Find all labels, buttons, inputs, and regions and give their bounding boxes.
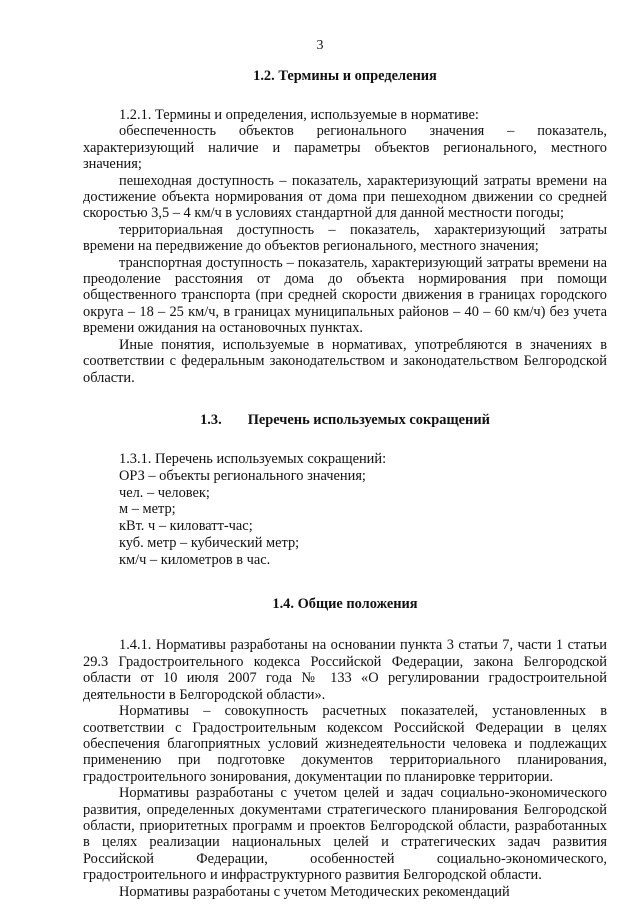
page-content: [83, 66, 607, 900]
list-item: 1.3.1. Перечень используемых сокращений:: [119, 450, 387, 467]
section-1-2-heading: 1.2. Термины и определения: [253, 68, 437, 84]
paragraph: 1.4.1. Нормативы разработаны на основании пункта 3 статьи 7, части 1 статьи 29.3 Градостроительного кодекса Российской Федерации, закона Белгородской области от 10 июля 2007 года № 133 «О регулировании градостроительной деятельности в Белгородской области».: [83, 637, 607, 703]
section-1-3-heading: [83, 412, 607, 429]
page-number: 3: [316, 38, 324, 53]
paragraph: 1.2.1. Термины и определения, используемые в нормативе:: [119, 107, 479, 123]
section-1-3-number: 1.3.: [200, 411, 222, 428]
list-item: ОРЗ – объекты регионального значения;: [119, 467, 366, 484]
section-1-2-body: [83, 107, 607, 386]
list-item: м – метр;: [119, 501, 176, 518]
paragraph: обеспеченность объектов регионального значения – показатель, характеризующий наличие и параметры объектов регионального, местного значения;: [83, 123, 607, 173]
abbreviations-list: [83, 451, 607, 569]
section-1-3-title: Перечень используемых сокращений: [247, 411, 490, 428]
paragraph: пешеходная доступность – показатель, характеризующий затраты времени на достижение объекта нормирования от дома при пешеходном движении со средней скоростью 3,5 – 4 км/ч в условиях стандартной для данной местности погоды;: [83, 172, 607, 222]
section-1-4-heading: 1.4. Общие положения: [272, 596, 418, 613]
section-1-4-body: [83, 637, 607, 900]
paragraph: Нормативы разработаны с учетом Методических рекомендаций: [119, 883, 510, 900]
list-item: чел. – человек;: [119, 484, 210, 501]
paragraph: территориальная доступность – показатель, характеризующий затраты времени на передвижение до объектов регионального, местного значения;: [83, 221, 607, 255]
paragraph: Нормативы разработаны с учетом целей и задач социально-экономического развития, определенных документами стратегического планирования Белгородской области, приоритетных программ и проектов Белгородской области, разработанных в целях реализации национальных целей и стратегических задач развития Российской Федерации, особенностей социально-экономического, градостроительного и инфраструктурного развития Белгородской области.: [83, 785, 607, 884]
paragraph: транспортная доступность – показатель, характеризующий затраты времени на преодоление расстояния от дома до объекта нормирования при помощи общественного транспорта (при средней скорости движения в границах городского округа – 18 – 25 км/ч, в границах муниципальных районов – 40 – 60 км/ч) без учета времени ожидания на остановочных пунктах.: [83, 254, 607, 337]
list-item: куб. метр – кубический метр;: [119, 534, 300, 551]
list-item: кВт. ч – киловатт-час;: [119, 518, 253, 535]
paragraph: Иные понятия, используемые в нормативах, употребляются в значениях в соответствии с федеральным законодательством и законодательством Белгородской области.: [83, 336, 607, 386]
list-item: км/ч – километров в час.: [119, 551, 271, 568]
paragraph: Нормативы – совокупность расчетных показателей, установленных в соответствии с Градостроительным кодексом Российской Федерации в целях обеспечения благоприятных условий жизнедеятельности человека и подлежащих применению при подготовке документов территориального планирования, градостроительного зонирования, документации по планировке территории.: [83, 703, 607, 785]
